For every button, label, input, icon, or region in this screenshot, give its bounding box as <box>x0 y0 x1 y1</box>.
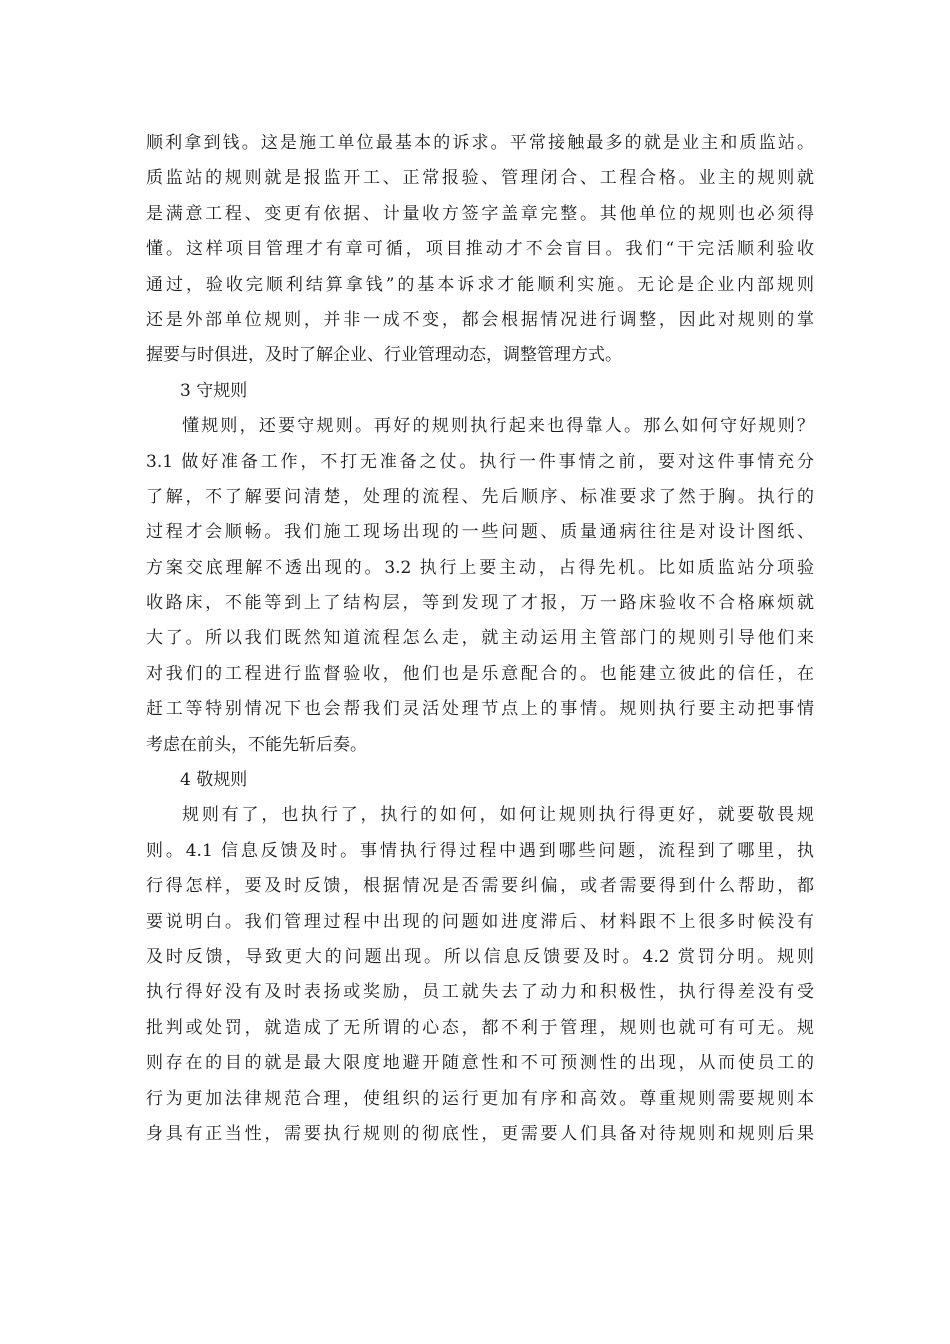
text-line: 行得怎样，要及时反馈，根据情况是否需要纠偏，或者需要得到什么帮助，都 <box>146 876 814 897</box>
text-line: 则。4.1 信息反馈及时。事情执行得过程中遇到哪些问题，流程到了哪里，执 <box>146 840 814 861</box>
text-line: 顺利拿到钱。这是施工单位最基本的诉求。平常接触最多的就是业主和质监站。 <box>146 133 814 153</box>
text-line: 及时反馈，导致更大的问题出现。所以信息反馈要及时。4.2 赏罚分明。规则 <box>146 946 814 967</box>
text-line: 握要与时俱进，及时了解企业、行业管理动态，调整管理方式。 <box>146 345 622 366</box>
text-line: 对我们的工程进行监督验收，他们也是乐意配合的。也能建立彼此的信任，在 <box>146 663 814 684</box>
text-line: 3.1 做好准备工作，不打无准备之仗。执行一件事情之前，要对这件事情充分 <box>146 451 814 472</box>
text-line: 懂规则，还要守规则。再好的规则执行起来也得靠人。那么如何守好规则？ <box>182 416 814 437</box>
text-line: 行为更加法律规范合理，使组织的运行更加有序和高效。尊重规则需要规则本 <box>146 1088 814 1109</box>
text-line: 还是外部单位规则，并非一成不变，都会根据情况进行调整，因此对规则的掌 <box>146 309 814 330</box>
text-line: 通过，验收完顺利结算拿钱”的基本诉求才能顺利实施。无论是企业内部规则 <box>146 274 814 295</box>
text-line: 执行得好没有及时表扬或奖励，员工就失去了动力和积极性，执行得差没有受 <box>146 982 814 1003</box>
section-heading-3: 3 守规则 <box>180 380 248 401</box>
section-heading-4: 4 敬规则 <box>180 770 248 791</box>
text-line: 了解，不了解要问清楚，处理的流程、先后顺序、标准要求了然于胸。执行的 <box>146 486 814 507</box>
text-line: 则存在的目的就是最大限度地避开随意性和不可预测性的出现，从而使员工的 <box>146 1053 814 1074</box>
text-line: 质监站的规则就是报监开工、正常报验、管理闭合、工程合格。业主的规则就 <box>146 168 814 189</box>
text-line: 方案交底理解不透出现的。3.2 执行上要主动，占得先机。比如质监站分项验 <box>146 557 814 578</box>
text-line: 赶工等特别情况下也会帮我们灵活处理节点上的事情。规则执行要主动把事情 <box>146 699 814 720</box>
text-line: 懂。这样项目管理才有章可循，项目推动才不会盲目。我们“干完活顺利验收 <box>146 239 814 260</box>
text-line: 收路床，不能等到上了结构层，等到发现了才报，万一路床验收不合格麻烦就 <box>146 593 814 614</box>
text-line: 身具有正当性，需要执行规则的彻底性，更需要人们具备对待规则和规则后果 <box>146 1123 814 1144</box>
text-line: 考虑在前头，不能先斩后奏。 <box>146 734 367 755</box>
body-text <box>146 126 814 1152</box>
text-line: 批判或处罚，就造成了无所谓的心态，都不利于管理，规则也就可有可无。规 <box>146 1017 814 1038</box>
text-line: 规则有了，也执行了，执行的如何，如何让规则执行得更好，就要敬畏规 <box>182 805 814 826</box>
text-line: 要说明白。我们管理过程中出现的问题如进度滞后、材料跟不上很多时候没有 <box>146 911 814 932</box>
text-line: 过程才会顺畅。我们施工现场出现的一些问题、质量通病往往是对设计图纸、 <box>146 522 814 543</box>
text-line: 是满意工程、变更有依据、计量收方签字盖章完整。其他单位的规则也必须得 <box>146 203 814 224</box>
text-line: 大了。所以我们既然知道流程怎么走，就主动运用主管部门的规则引导他们来 <box>146 628 814 649</box>
